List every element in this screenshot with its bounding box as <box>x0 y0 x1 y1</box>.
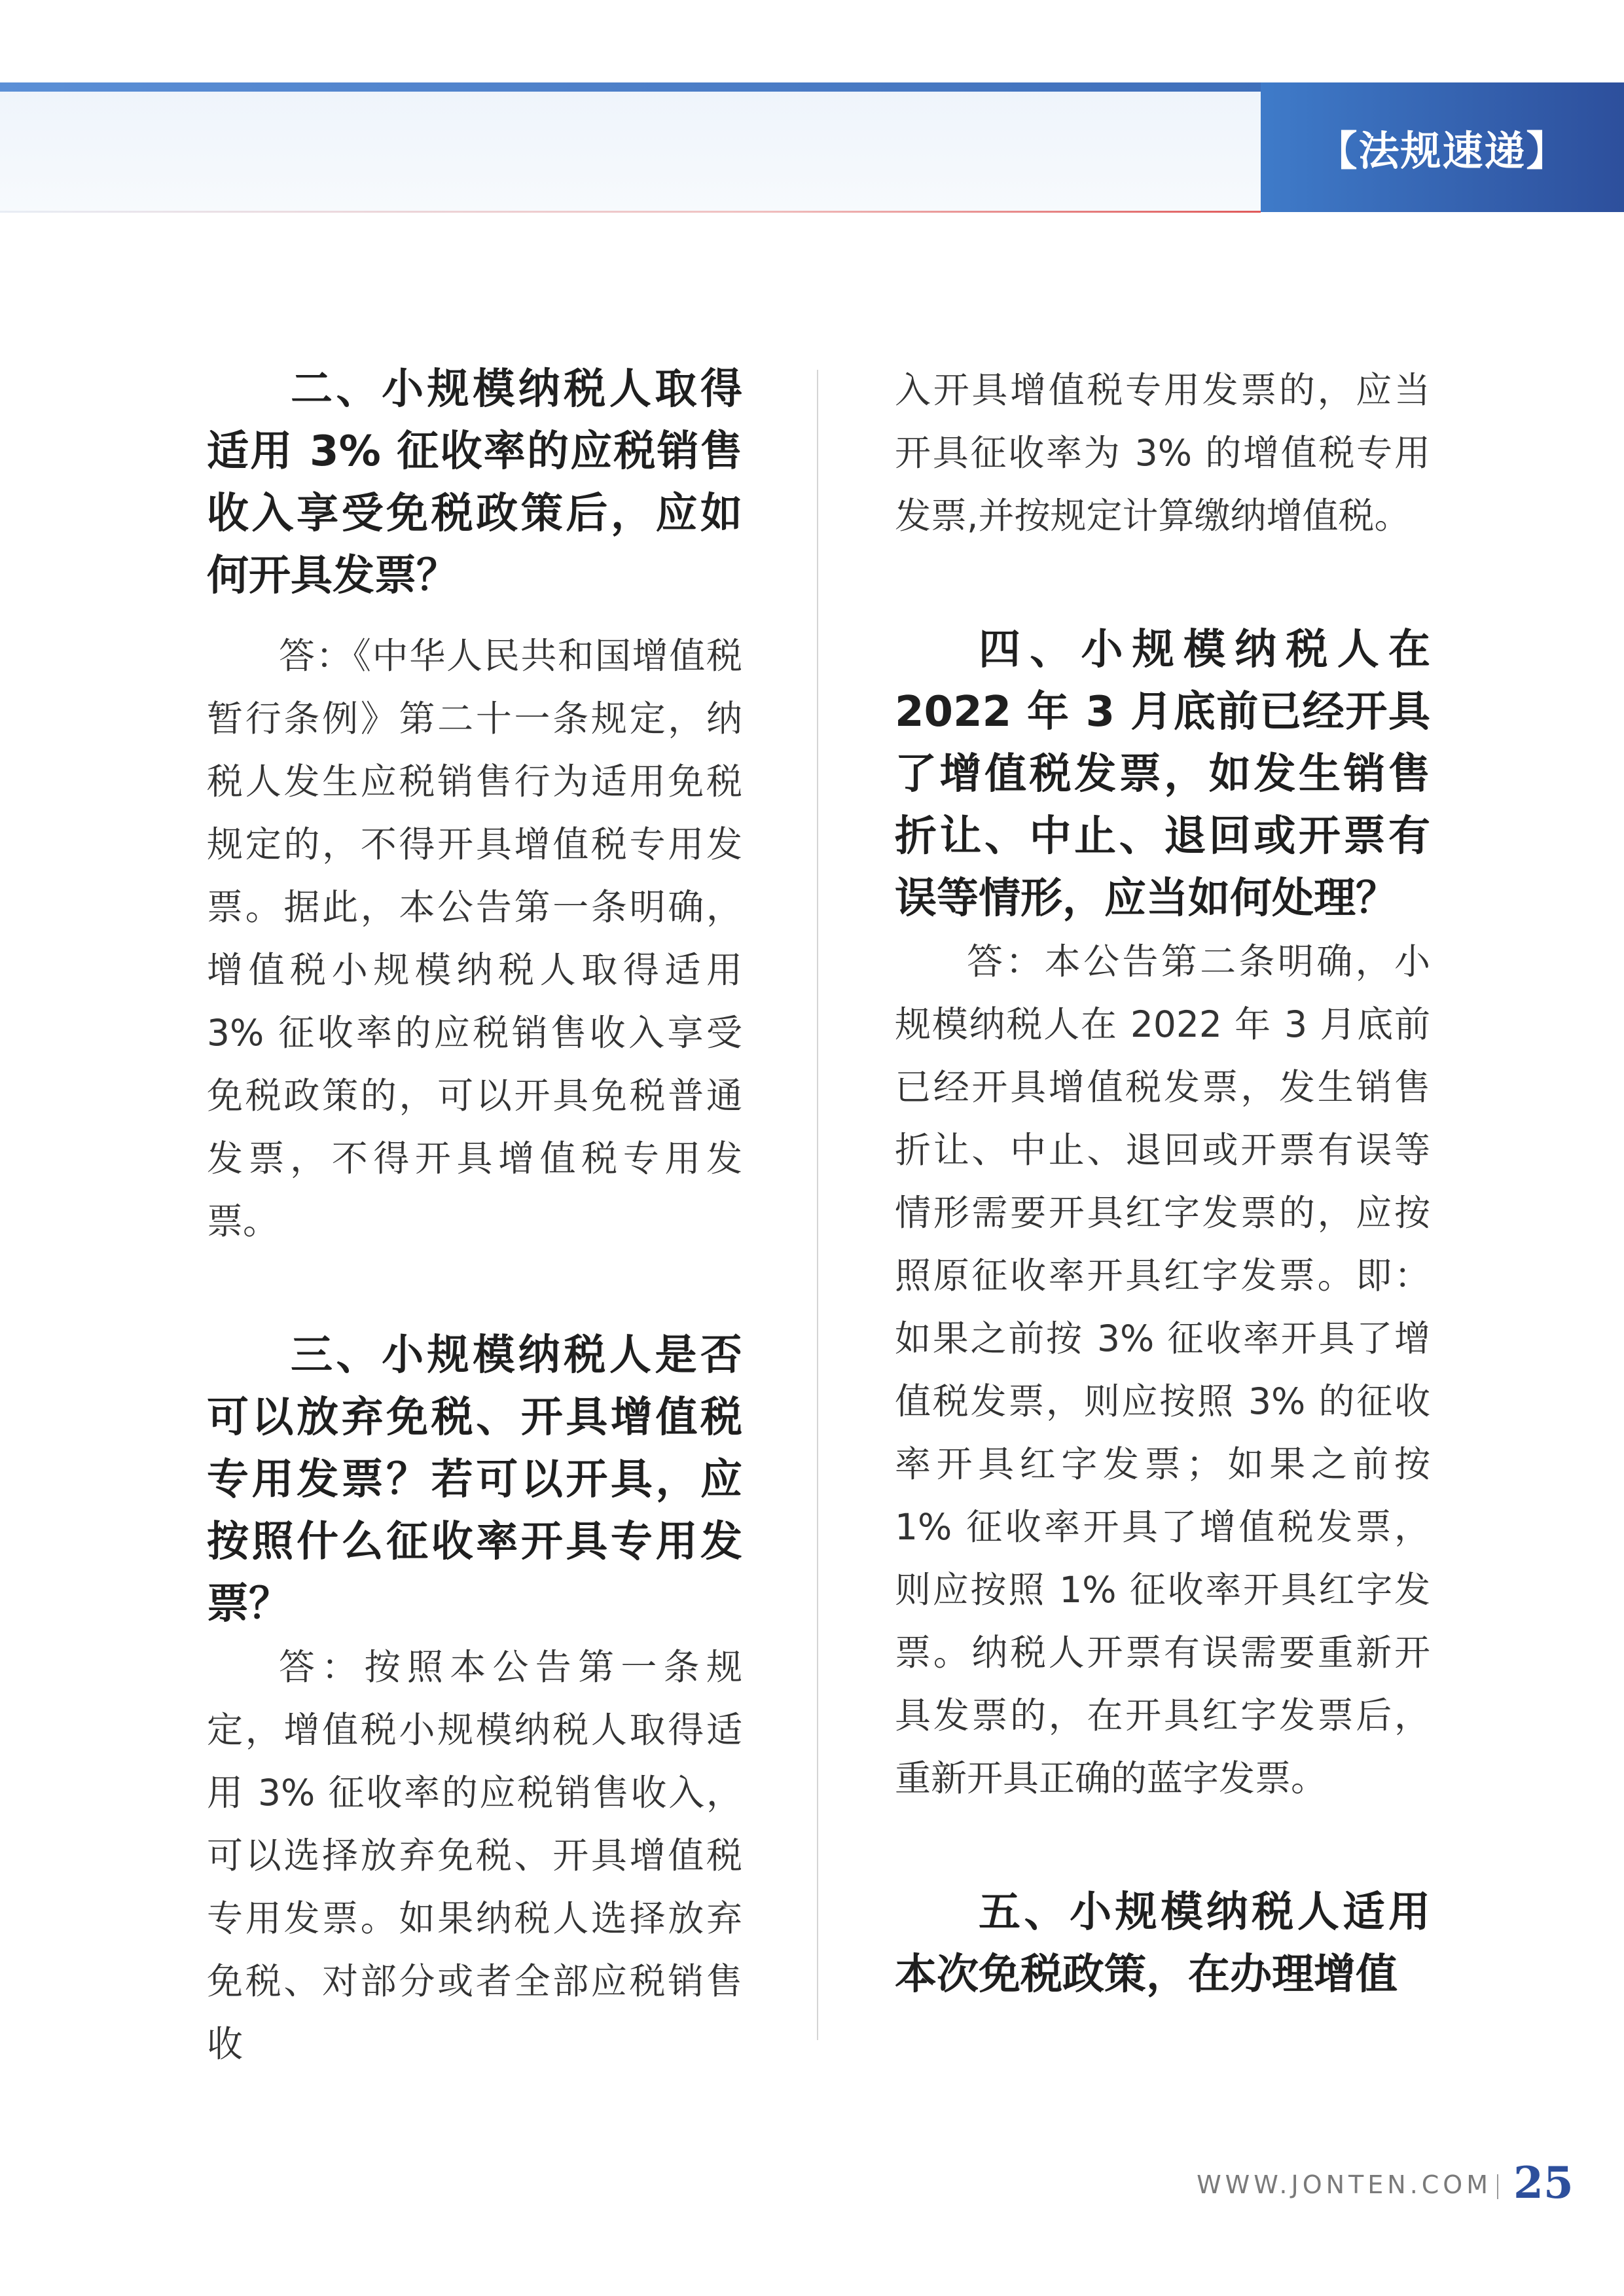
question-3-answer-continued: 入开具增值税专用发票的，应当开具征收率为 3% 的增值税专用发票,并按规定计算缴纳增值税。 <box>895 369 1430 537</box>
footer-url: WWW.JONTEN.COM <box>1197 2170 1492 2199</box>
page-number: 25 <box>1513 2157 1574 2208</box>
question-3-answer: 答：按照本公告第一条规定，增值税小规模纳税人取得适用 3% 征收率的应税销售收入，可以选择放弃免税、开具增值税专用发票。如果纳税人选择放弃免税、对部分或者全部应税销售收 <box>207 1646 742 2065</box>
section-tag: 【法规速递】 <box>1261 82 1624 212</box>
question-4-title: 四、小规模纳税人在 2022 年 3 月底前已经开具了增值税发票，如发生销售折让、中止、退回或开票有误等情形，应当如何处理？ <box>895 626 1430 923</box>
question-4-answer: 答：本公告第二条明确，小规模纳税人在 2022 年 3 月底前已经开具增值税发票，发生销售折让、中止、退回或开票有误等情形需要开具红字发票的，应按照原征收率开具红字发票。即：如果之前按 3% 征收率开具了增值税发票，则应按照 3% 的征收率开具红字发票；如果之前按 1% 征收率开具了增值税发票，则应按照 1% 征收率开具红字发票。纳税人开票有误需要重新开具发票的，在开具红字发票后，重新开具正确的蓝字发票。 <box>895 941 1430 1799</box>
header-bottom-line <box>0 211 1261 213</box>
header-band <box>0 82 1261 212</box>
question-2-answer: 答：《中华人民共和国增值税暂行条例》第二十一条规定，纳税人发生应税销售行为适用免税规定的，不得开具增值税专用发票。据此，本公告第一条明确，增值税小规模纳税人取得适用 3% 征收率的应税销售收入享受免税政策的，可以开具免税普通发票，不得开具增值税专用发票。 <box>207 635 742 1242</box>
footer-separator <box>1497 2174 1498 2199</box>
question-5-title: 五、小规模纳税人适用本次免税政策，在办理增值 <box>895 1888 1430 1999</box>
left-column <box>207 359 742 2075</box>
question-2-title: 二、小规模纳税人取得适用 3% 征收率的应税销售收入享受免税政策后，应如何开具发票？ <box>207 365 742 600</box>
header-top-line <box>0 82 1261 92</box>
column-divider <box>817 370 818 2040</box>
question-3-title: 三、小规模纳税人是否可以放弃免税、开具增值税专用发票？若可以开具，应按照什么征收率开具专用发票？ <box>207 1331 742 1628</box>
right-column <box>895 359 1430 2006</box>
